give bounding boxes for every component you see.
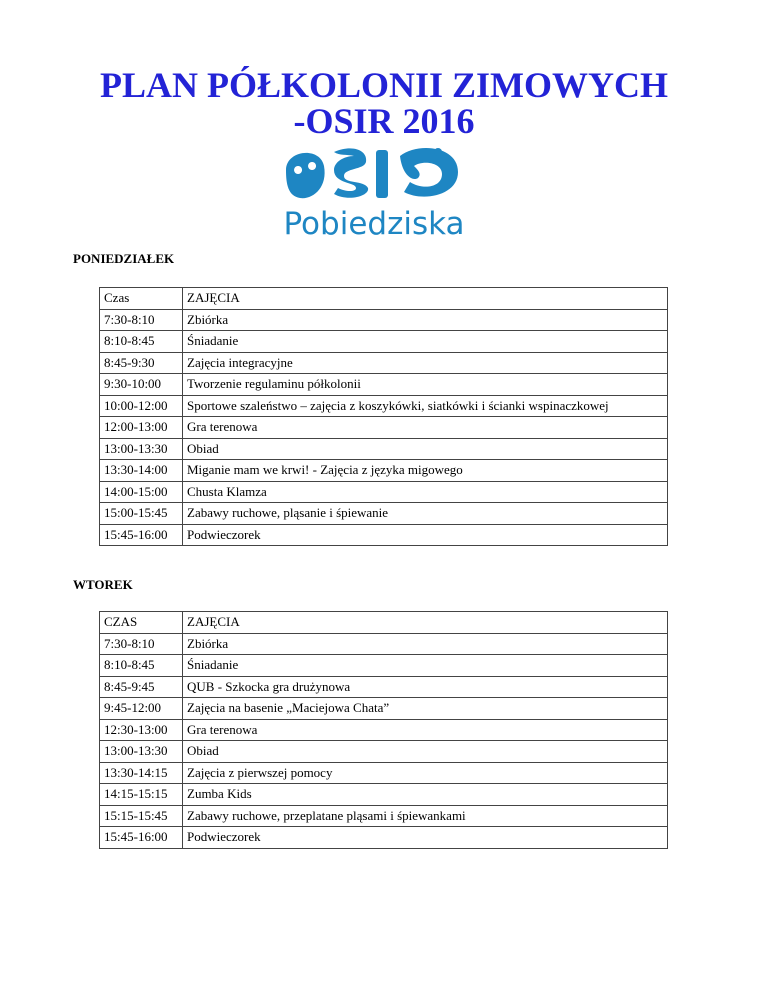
activity-cell: Śniadanie [183, 331, 668, 353]
activity-cell: Sportowe szaleństwo – zajęcia z koszykówki, siatkówki i ścianki wspinaczkowej [183, 395, 668, 417]
activity-cell: Zumba Kids [183, 784, 668, 806]
table-row [100, 741, 668, 763]
activity-cell: Obiad [183, 741, 668, 763]
table-row [100, 633, 668, 655]
activity-cell: Podwieczorek [183, 524, 668, 546]
activity-cell: Zbiórka [183, 633, 668, 655]
activity-cell: Podwieczorek [183, 827, 668, 849]
title-line-2: -OSIR 2016 [293, 101, 475, 141]
column-header-time: Czas [100, 288, 183, 310]
osir-logo [282, 140, 466, 242]
table-row [100, 655, 668, 677]
table-header-row [100, 612, 668, 634]
table-row [100, 417, 668, 439]
time-cell: 12:30-13:00 [100, 719, 183, 741]
logo-subtitle: Pobiedziska [283, 206, 465, 242]
activity-cell: Zabawy ruchowe, przeplatane pląsami i śpiewankami [183, 805, 668, 827]
table-row [100, 698, 668, 720]
activity-cell: Obiad [183, 438, 668, 460]
table-row [100, 309, 668, 331]
time-cell: 13:00-13:30 [100, 741, 183, 763]
activity-cell: Zbiórka [183, 309, 668, 331]
time-cell: 13:30-14:00 [100, 460, 183, 482]
page-title [0, 67, 768, 139]
time-cell: 13:30-14:15 [100, 762, 183, 784]
table-row [100, 460, 668, 482]
table-row [100, 503, 668, 525]
table-row [100, 784, 668, 806]
activity-cell: Chusta Klamza [183, 481, 668, 503]
time-cell: 8:45-9:45 [100, 676, 183, 698]
table-row [100, 524, 668, 546]
schedule-table-monday [99, 287, 668, 546]
table-row [100, 331, 668, 353]
column-header-activity: ZAJĘCIA [183, 288, 668, 310]
time-cell: 15:00-15:45 [100, 503, 183, 525]
table-row [100, 395, 668, 417]
table-row [100, 762, 668, 784]
time-cell: 13:00-13:30 [100, 438, 183, 460]
table-row [100, 374, 668, 396]
time-cell: 8:45-9:30 [100, 352, 183, 374]
activity-cell: Śniadanie [183, 655, 668, 677]
time-cell: 12:00-13:00 [100, 417, 183, 439]
activity-cell: Zajęcia integracyjne [183, 352, 668, 374]
osir-wordmark [286, 148, 458, 198]
table-row [100, 827, 668, 849]
table-header-row [100, 288, 668, 310]
activity-cell: Gra terenowa [183, 719, 668, 741]
column-header-time: CZAS [100, 612, 183, 634]
time-cell: 9:30-10:00 [100, 374, 183, 396]
column-header-activity: ZAJĘCIA [183, 612, 668, 634]
title-line-1: PLAN PÓŁKOLONII ZIMOWYCH [99, 65, 669, 105]
time-cell: 8:10-8:45 [100, 331, 183, 353]
time-cell: 15:45-16:00 [100, 827, 183, 849]
table-row [100, 719, 668, 741]
activity-cell: Miganie mam we krwi! - Zajęcia z języka migowego [183, 460, 668, 482]
day-heading-tuesday: WTOREK [73, 577, 133, 592]
time-cell: 14:15-15:15 [100, 784, 183, 806]
table-row [100, 676, 668, 698]
table-row [100, 438, 668, 460]
time-cell: 7:30-8:10 [100, 633, 183, 655]
activity-cell: Zajęcia z pierwszej pomocy [183, 762, 668, 784]
time-cell: 10:00-12:00 [100, 395, 183, 417]
activity-cell: Zabawy ruchowe, pląsanie i śpiewanie [183, 503, 668, 525]
time-cell: 15:15-15:45 [100, 805, 183, 827]
table-row [100, 352, 668, 374]
time-cell: 9:45-12:00 [100, 698, 183, 720]
time-cell: 14:00-15:00 [100, 481, 183, 503]
schedule-table-tuesday [99, 611, 668, 849]
day-heading-monday: PONIEDZIAŁEK [73, 251, 175, 266]
time-cell: 15:45-16:00 [100, 524, 183, 546]
activity-cell: Zajęcia na basenie „Maciejowa Chata” [183, 698, 668, 720]
activity-cell: Tworzenie regulaminu półkolonii [183, 374, 668, 396]
activity-cell: QUB - Szkocka gra drużynowa [183, 676, 668, 698]
activity-cell: Gra terenowa [183, 417, 668, 439]
time-cell: 7:30-8:10 [100, 309, 183, 331]
time-cell: 8:10-8:45 [100, 655, 183, 677]
table-row [100, 481, 668, 503]
table-row [100, 805, 668, 827]
